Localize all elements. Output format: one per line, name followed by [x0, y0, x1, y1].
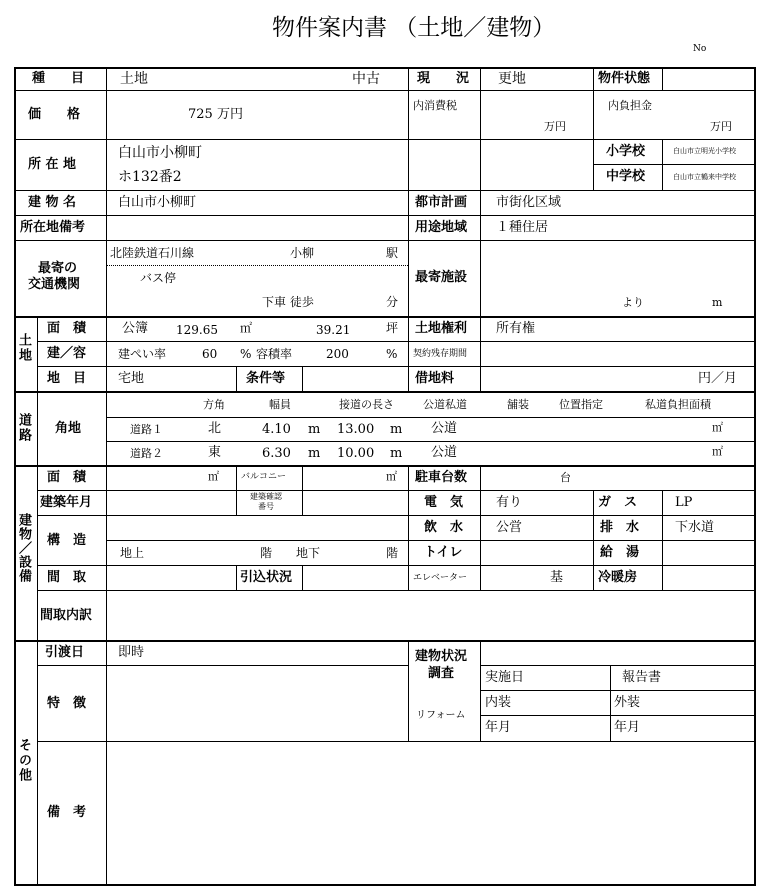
reform-interior-date: 年月	[485, 720, 512, 735]
contract-remaining-label: 契約残存期間	[413, 349, 468, 359]
road-2-area-unit: ㎡	[712, 445, 723, 458]
price-label: 価 格	[28, 107, 81, 122]
lease-fee-label: 借地料	[415, 371, 455, 386]
room-layout-label: 間 取	[47, 570, 87, 585]
land-area-tsubo: 39.21	[316, 323, 351, 337]
parking-label: 駐車台数	[415, 470, 468, 485]
building-name-value: 白山市小柳町	[118, 195, 197, 210]
drainage-label: 排 水	[600, 520, 640, 535]
junior-high-value: 白山市立鶴来中学校	[673, 173, 736, 181]
bcr-value: 60	[202, 347, 218, 361]
inspection-date-label: 実施日	[485, 670, 525, 685]
road-2-width: 6.30	[262, 446, 291, 461]
address-note-label: 所在地備考	[20, 220, 86, 235]
city-plan-value: 市街化区域	[496, 195, 562, 210]
station-name: 小柳	[290, 246, 315, 260]
address-line1: 白山市小柳町	[118, 145, 202, 161]
drainage-value: 下水道	[675, 520, 715, 535]
road-1-width: 4.10	[262, 422, 291, 437]
water-label: 飲 水	[424, 520, 464, 535]
road-section-label: 道路	[16, 413, 31, 443]
address-label: 所 在 地	[28, 157, 77, 172]
floors-above-label: 地上	[120, 546, 145, 560]
road-header-public-private: 公道私道	[423, 398, 467, 411]
type-value: 土地	[120, 71, 148, 87]
road-2-length: 10.00	[337, 446, 375, 461]
minutes-unit: 分	[386, 295, 399, 309]
parking-unit: 台	[560, 471, 571, 484]
road-1-length-unit: m	[390, 422, 403, 437]
building-area-label: 面 積	[47, 470, 87, 485]
layout-detail-label: 間取内訳	[40, 608, 93, 623]
electricity-label: 電 気	[424, 495, 464, 510]
far-percent: %	[386, 347, 398, 361]
reform-interior-label: 内装	[485, 695, 512, 710]
road-header-private-burden: 私道負担面積	[645, 398, 711, 411]
transport-label-line2: 交通機関	[28, 277, 81, 292]
land-section-label: 土地	[16, 333, 31, 363]
tax-label: 内消費税	[413, 99, 457, 112]
land-area-label: 面 積	[47, 321, 87, 336]
electricity-value: 有り	[496, 495, 523, 510]
type-extra: 中古	[352, 71, 380, 87]
transport-label-line1: 最寄の	[38, 261, 78, 276]
road-2-width-unit: m	[308, 446, 321, 461]
reform-label: リフォーム	[416, 710, 466, 721]
road-2-name: 道路２	[130, 447, 163, 460]
land-right-value: 所有権	[496, 321, 536, 336]
nearest-facility-label: 最寄施設	[415, 270, 468, 285]
balcony-unit: ㎡	[386, 470, 397, 483]
inspection-label-line1: 建物状況	[415, 649, 468, 664]
land-area-tsubo-unit: 坪	[386, 321, 399, 335]
building-area-unit: ㎡	[208, 470, 219, 483]
condition-label: 物件状態	[598, 71, 651, 86]
handover-value: 即時	[118, 645, 145, 660]
elevator-label: エレベーター	[413, 573, 468, 583]
road-1-area-unit: ㎡	[712, 421, 723, 434]
floors-above-unit: 階	[260, 546, 273, 560]
bcr-percent: %	[240, 347, 252, 361]
toilet-label: トイレ	[424, 545, 463, 560]
inspection-report-label: 報告書	[622, 670, 662, 685]
remarks-label: 備 考	[47, 805, 87, 820]
road-2-direction: 東	[208, 445, 222, 460]
address-line2: ホ132番2	[118, 169, 182, 185]
far-value: 200	[326, 347, 349, 361]
land-category-value: 宅地	[118, 371, 145, 386]
status-value: 更地	[498, 71, 526, 87]
price-value: 725 万円	[188, 107, 243, 122]
railway-line: 北陸鉄道石川線	[110, 246, 195, 260]
elementary-school-label: 小学校	[606, 144, 646, 159]
gas-label: ガ ス	[598, 495, 638, 510]
corner-lot-label: 角地	[55, 421, 82, 436]
road-2-length-unit: m	[390, 446, 403, 461]
water-value: 公営	[496, 520, 523, 535]
page-title: 物件案内書 （土地／建物）	[272, 15, 556, 41]
burden-unit: 万円	[710, 120, 732, 133]
features-label: 特 徴	[47, 696, 87, 711]
land-right-label: 土地権利	[415, 321, 468, 336]
road-1-direction: 北	[208, 421, 222, 436]
station-suffix: 駅	[386, 246, 399, 260]
land-area-m2-unit: ㎡	[240, 321, 253, 335]
junior-high-label: 中学校	[606, 169, 646, 184]
building-confirm-label-line2: 番号	[258, 502, 274, 511]
land-category-label: 地 目	[47, 371, 87, 386]
land-area-m2: 129.65	[176, 323, 218, 337]
road-1-type: 公道	[431, 421, 458, 436]
bus-stop: バス停	[140, 271, 177, 285]
floors-below-unit: 階	[386, 546, 399, 560]
land-area-kouhou: 公簿	[122, 321, 149, 336]
road-header-direction: 方角	[203, 398, 225, 411]
road-header-frontage: 接道の長さ	[339, 398, 394, 411]
status-label: 現 況	[417, 71, 470, 86]
road-1-width-unit: m	[308, 422, 321, 437]
building-name-label: 建 物 名	[28, 195, 77, 210]
structure-label: 構 造	[47, 533, 87, 548]
building-section-label: 建物／設備	[16, 513, 31, 583]
type-label: 種 目	[32, 71, 85, 86]
far-label: 容積率	[256, 347, 293, 361]
facility-meter-unit: m	[712, 296, 723, 309]
facility-from: より	[622, 296, 644, 309]
other-section-label: その他	[16, 738, 31, 783]
balcony-label: バルコニー	[241, 472, 287, 482]
use-zone-value: １種住居	[496, 220, 549, 235]
use-zone-label: 用途地域	[415, 220, 468, 235]
floors-below-label: 地下	[296, 546, 321, 560]
gas-value: LP	[675, 495, 693, 510]
road-1-length: 13.00	[337, 422, 375, 437]
bcr-label: 建ぺい率	[118, 347, 167, 361]
city-plan-label: 都市計画	[415, 195, 468, 210]
conditions-label: 条件等	[246, 371, 286, 386]
ratio-label: 建／容	[47, 346, 87, 361]
walk-label: 下車 徒歩	[262, 295, 314, 309]
building-confirm-label-line1: 建築確認	[250, 492, 282, 501]
document-number-label: No	[693, 44, 707, 54]
reform-exterior-date: 年月	[614, 720, 641, 735]
lease-fee-unit: 円／月	[698, 371, 738, 386]
intake-status-label: 引込状況	[240, 570, 293, 585]
burden-label: 内負担金	[608, 99, 652, 112]
hot-water-label: 給 湯	[600, 545, 640, 560]
elementary-school-value: 白山市立明光小学校	[673, 147, 736, 155]
road-1-name: 道路１	[130, 423, 163, 436]
road-header-designation: 位置指定	[559, 398, 603, 411]
tax-unit: 万円	[544, 120, 566, 133]
elevator-unit: 基	[550, 570, 564, 585]
air-conditioning-label: 冷暖房	[598, 570, 638, 585]
road-header-width: 幅員	[269, 398, 291, 411]
road-2-type: 公道	[431, 445, 458, 460]
reform-exterior-label: 外装	[614, 695, 641, 710]
built-date-label: 建築年月	[40, 495, 93, 510]
road-header-paving: 舗装	[507, 398, 529, 411]
inspection-label-line2: 調査	[428, 666, 455, 681]
handover-label: 引渡日	[45, 645, 85, 660]
